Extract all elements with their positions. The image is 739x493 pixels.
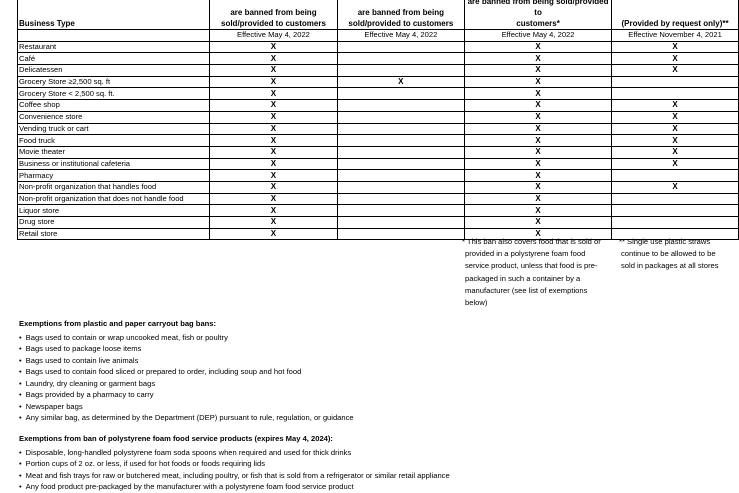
- ban-cell-col2: [337, 228, 464, 240]
- list-item: • Bags used to contain or wrap uncooked meat, fish or poultry: [19, 332, 354, 344]
- business-type-cell: Restaurant: [18, 41, 210, 53]
- foam-exemptions: [19, 433, 450, 493]
- ban-cell-col3: X: [465, 135, 612, 147]
- list-item: • Portion cups of 2 oz. or less, if used for hot foods or foods requiring lids: [19, 458, 450, 470]
- ban-cell-col4: [612, 76, 739, 88]
- ban-cell-col1: X: [210, 65, 337, 77]
- business-type-cell: Movie theater: [18, 146, 210, 158]
- ban-cell-col1: X: [210, 123, 337, 135]
- list-item: • Laundry, dry cleaning or garment bags: [19, 378, 354, 390]
- ban-cell-col1: X: [210, 53, 337, 65]
- straw-footnote: ** Single use plastic straws continue to be allowed to be sold in packages at all stores: [619, 237, 719, 271]
- effective-col1: Effective May 4, 2022: [210, 30, 337, 42]
- table-row: [18, 193, 739, 205]
- ban-cell-col3: X: [465, 76, 612, 88]
- ban-cell-col3: X: [465, 181, 612, 193]
- ban-cell-col4: X: [612, 100, 739, 112]
- ban-cell-col4: X: [612, 135, 739, 147]
- effective-col2: Effective May 4, 2022: [337, 30, 464, 42]
- ban-cell-col1: X: [210, 76, 337, 88]
- ban-cell-col4: [612, 170, 739, 182]
- list-item: • Any similar bag, as determined by the Department (DEP) pursuant to rule, regulation, or guidance: [19, 412, 354, 424]
- effective-blank: [18, 30, 210, 42]
- list-item: • Any food product pre-packaged by the manufacturer with a polystyrene foam food service product: [19, 481, 450, 493]
- ban-cell-col2: [337, 146, 464, 158]
- list-item: • Bags used to contain live animals: [19, 355, 354, 367]
- ban-cell-col4: [612, 205, 739, 217]
- header-col3: are banned from being sold/provided to customers*: [465, 0, 612, 30]
- table-row: [18, 53, 739, 65]
- list-item: • Bags used to contain food sliced or prepared to order, including soup and hot food: [19, 366, 354, 378]
- business-type-cell: Café: [18, 53, 210, 65]
- ban-cell-col1: X: [210, 228, 337, 240]
- business-type-cell: Liquor store: [18, 205, 210, 217]
- table-row: [18, 158, 739, 170]
- header-col1: are banned from being sold/provided to customers: [210, 0, 337, 30]
- table-row: [18, 88, 739, 100]
- ban-cell-col3: X: [465, 53, 612, 65]
- ban-cell-col3: X: [465, 111, 612, 123]
- foam-footnote: * This ban also covers food that is sold or provided in a polystyrene foam food service product, unless that food is pre- packaged in such a container by a manufacturer (see list of exemptions below): [462, 237, 601, 308]
- ban-cell-col2: [337, 193, 464, 205]
- ban-cell-col2: [337, 88, 464, 100]
- table-row: [18, 170, 739, 182]
- business-type-cell: Non-profit organization that does not handle food: [18, 193, 210, 205]
- ban-cell-col2: [337, 158, 464, 170]
- business-type-cell: Drug store: [18, 217, 210, 229]
- ban-cell-col1: X: [210, 135, 337, 147]
- business-type-cell: Delicatessen: [18, 65, 210, 77]
- business-type-cell: Pharmacy: [18, 170, 210, 182]
- ban-cell-col4: X: [612, 65, 739, 77]
- effective-date-row: [18, 30, 739, 42]
- table-header-row: [18, 0, 739, 30]
- ban-cell-col1: X: [210, 41, 337, 53]
- ban-cell-col3: X: [465, 41, 612, 53]
- list-item: • Newspaper bags: [19, 401, 354, 413]
- ban-cell-col4: X: [612, 53, 739, 65]
- ban-cell-col4: X: [612, 158, 739, 170]
- ban-cell-col1: X: [210, 146, 337, 158]
- ban-cell-col3: X: [465, 146, 612, 158]
- ban-cell-col1: X: [210, 170, 337, 182]
- table-row: [18, 135, 739, 147]
- ban-cell-col1: X: [210, 88, 337, 100]
- ban-cell-col3: X: [465, 170, 612, 182]
- ban-cell-col3: X: [465, 158, 612, 170]
- ban-cell-col3: X: [465, 193, 612, 205]
- ban-cell-col1: X: [210, 193, 337, 205]
- ban-cell-col4: [612, 88, 739, 100]
- business-type-cell: Vending truck or cart: [18, 123, 210, 135]
- business-type-cell: Food truck: [18, 135, 210, 147]
- ban-cell-col4: [612, 217, 739, 229]
- ban-cell-col3: X: [465, 65, 612, 77]
- foam-exemptions-list: [19, 447, 450, 493]
- business-type-cell: Non-profit organization that handles food: [18, 181, 210, 193]
- table-row: [18, 41, 739, 53]
- ban-cell-col2: [337, 135, 464, 147]
- ban-cell-col2: [337, 53, 464, 65]
- list-item: • Bags provided by a pharmacy to carry: [19, 389, 354, 401]
- business-type-cell: Grocery Store < 2,500 sq. ft.: [18, 88, 210, 100]
- ban-cell-col4: X: [612, 111, 739, 123]
- business-type-cell: Business or institutional cafeteria: [18, 158, 210, 170]
- ban-cell-col2: [337, 111, 464, 123]
- bag-exemptions-list: [19, 332, 354, 424]
- business-type-cell: Retail store: [18, 228, 210, 240]
- table-row: [18, 100, 739, 112]
- table-row: [18, 65, 739, 77]
- ban-cell-col3: X: [465, 88, 612, 100]
- table-row: [18, 205, 739, 217]
- ban-cell-col3: X: [465, 100, 612, 112]
- ban-cell-col4: X: [612, 146, 739, 158]
- foam-exemptions-title: Exemptions from ban of polystyrene foam food service products (expires May 4, 2024):: [19, 434, 333, 443]
- effective-col3: Effective May 4, 2022: [465, 30, 612, 42]
- table-row: [18, 217, 739, 229]
- ban-cell-col2: [337, 181, 464, 193]
- list-item: • Bags used to package loose items: [19, 343, 354, 355]
- ban-cell-col2: [337, 217, 464, 229]
- table-row: [18, 181, 739, 193]
- ban-cell-col3: X: [465, 123, 612, 135]
- ban-cell-col4: [612, 193, 739, 205]
- ban-cell-col1: X: [210, 158, 337, 170]
- ban-cell-col1: X: [210, 205, 337, 217]
- table-row: [18, 111, 739, 123]
- table-row: [18, 123, 739, 135]
- ban-cell-col4: X: [612, 123, 739, 135]
- ban-cell-col2: [337, 170, 464, 182]
- header-col4: (Provided by request only)**: [612, 0, 739, 30]
- ban-cell-col2: [337, 123, 464, 135]
- list-item: • Disposable, long-handled polystyrene foam soda spoons when required and used for thick drinks: [19, 447, 450, 459]
- ban-cell-col1: X: [210, 111, 337, 123]
- table-row: [18, 76, 739, 88]
- ban-cell-col2: [337, 100, 464, 112]
- business-type-cell: Grocery Store ≥2,500 sq. ft: [18, 76, 210, 88]
- header-business-type: Business Type: [18, 0, 210, 30]
- table-row: [18, 146, 739, 158]
- ban-cell-col1: X: [210, 217, 337, 229]
- ban-cell-col1: X: [210, 100, 337, 112]
- effective-col4: Effective November 4, 2021: [612, 30, 739, 42]
- ban-cell-col3: X: [465, 217, 612, 229]
- ban-cell-col2: [337, 205, 464, 217]
- ban-cell-col1: X: [210, 181, 337, 193]
- bag-exemptions: [19, 318, 354, 424]
- ban-cell-col3: X: [465, 205, 612, 217]
- header-col2: are banned from being sold/provided to customers: [337, 0, 464, 30]
- business-ban-table: [17, 0, 739, 240]
- ban-cell-col4: X: [612, 41, 739, 53]
- bag-exemptions-title: Exemptions from plastic and paper carryout bag bans:: [19, 319, 217, 328]
- ban-cell-col2: [337, 65, 464, 77]
- ban-cell-col2: X: [337, 76, 464, 88]
- list-item: • Meat and fish trays for raw or butchered meat, including poultry, or fish that is sold from a refrigerator or similar retail appliance: [19, 470, 450, 482]
- ban-cell-col3: X: [465, 228, 612, 240]
- ban-cell-col4: X: [612, 181, 739, 193]
- business-type-cell: Coffee shop: [18, 100, 210, 112]
- business-type-cell: Convenience store: [18, 111, 210, 123]
- ban-cell-col2: [337, 41, 464, 53]
